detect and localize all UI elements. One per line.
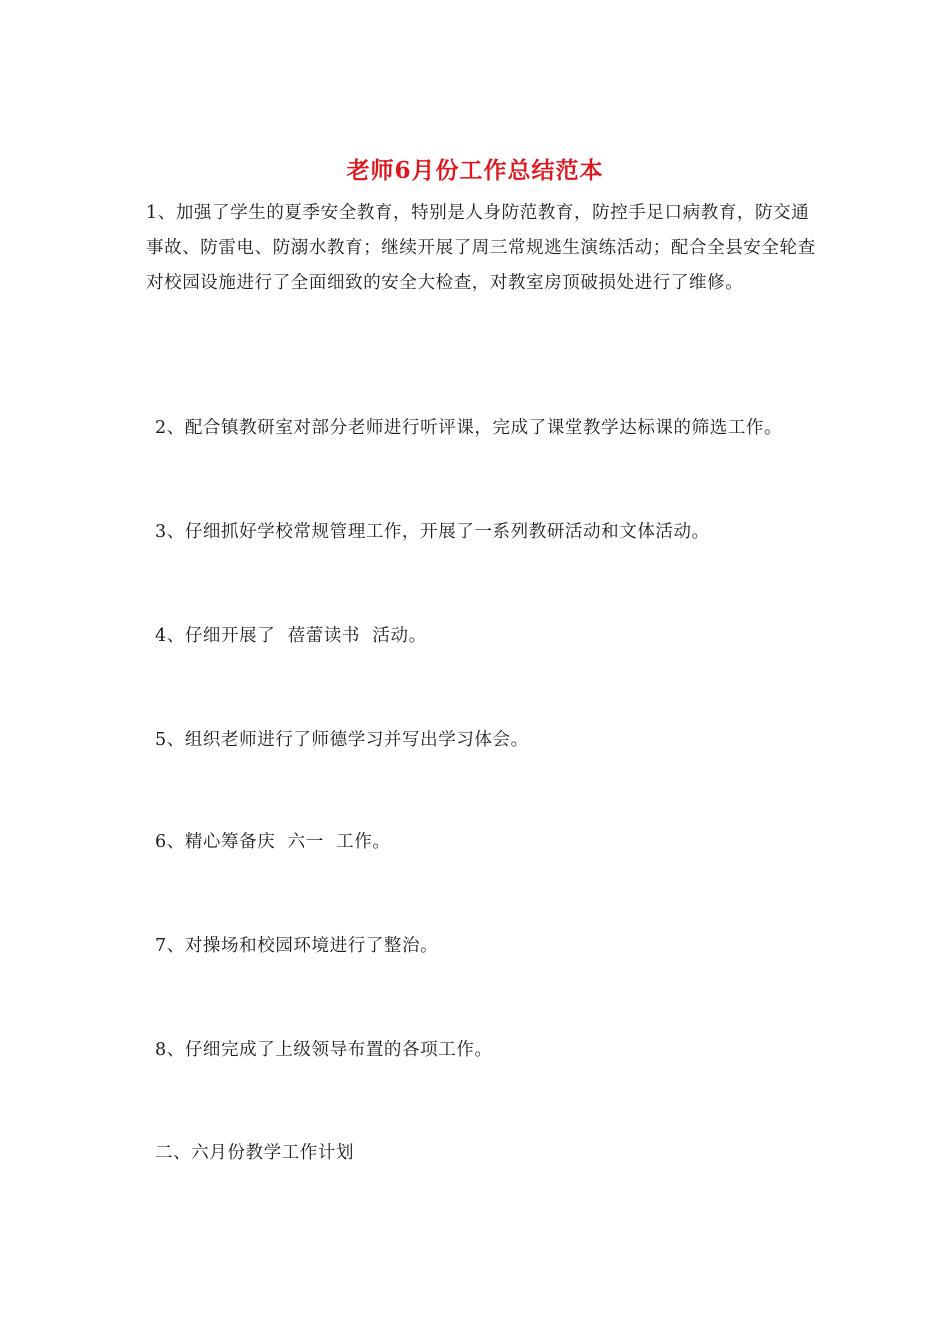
paragraph-6: 6、精心筹备庆 六一 工作。 xyxy=(155,832,391,852)
paragraph-1: 1、加强了学生的夏季安全教育，特别是人身防范教育，防控手足口病教育，防交通事故、防雷电、防溺水教育；继续开展了周三常规逃生演练活动；配合全县安全轮查对校园设施进行了全面细致的安全大检查，对教室房顶破损处进行了维修。 xyxy=(146,203,816,293)
document-title: 老师6月份工作总结范本 xyxy=(346,157,604,184)
paragraph-5: 5、组织老师进行了师德学习并写出学习体会。 xyxy=(155,730,529,750)
paragraph-3: 3、仔细抓好学校常规管理工作，开展了一系列教研活动和文体活动。 xyxy=(155,522,710,542)
paragraph-8: 8、仔细完成了上级领导布置的各项工作。 xyxy=(155,1040,493,1060)
paragraph-7: 7、对操场和校园环境进行了整治。 xyxy=(155,936,439,956)
paragraph-2: 2、配合镇教研室对部分老师进行听评课，完成了课堂教学达标课的筛选工作。 xyxy=(155,418,783,438)
section-heading-plan: 二、六月份教学工作计划 xyxy=(155,1143,355,1163)
paragraph-4: 4、仔细开展了 蓓蕾读书 活动。 xyxy=(155,626,427,646)
